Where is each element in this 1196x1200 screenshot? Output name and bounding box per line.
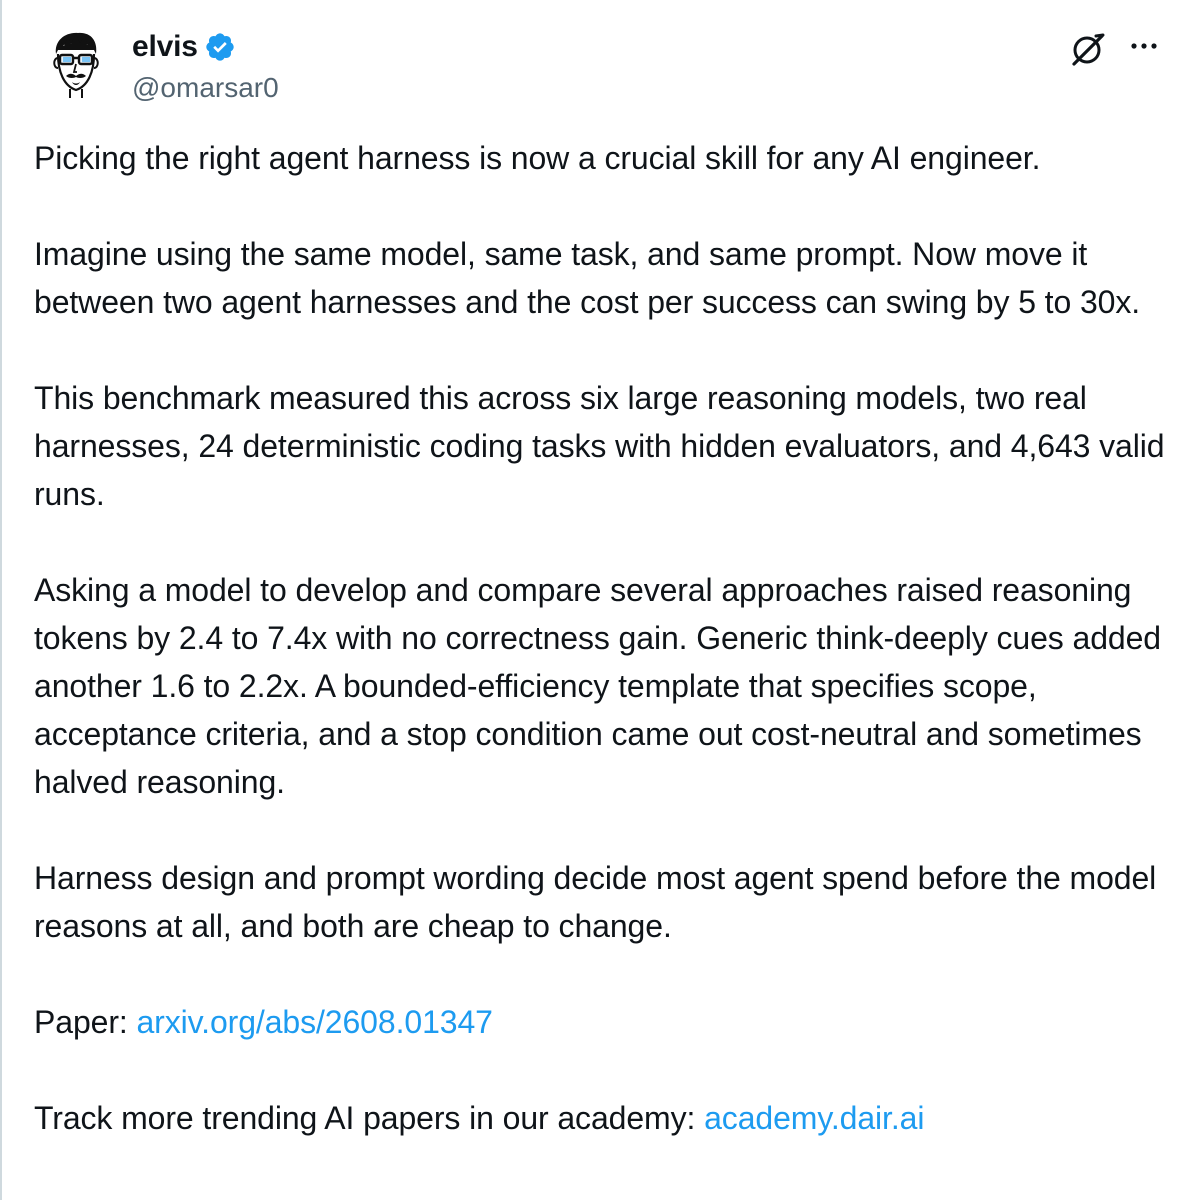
paper-link[interactable]: arxiv.org/abs/2608.01347 xyxy=(136,1004,493,1040)
author-handle[interactable]: @omarsar0 xyxy=(132,72,279,103)
tweet-paragraph-2: Imagine using the same model, same task, and same prompt. Now move it between two agent harnesses and the cost per success can swing by 5 to 30x. xyxy=(34,236,1141,320)
author-info xyxy=(132,28,279,104)
academy-line xyxy=(34,1094,1174,1142)
paper-line xyxy=(34,998,1174,1046)
tweet-paragraph-4: Asking a model to develop and compare several approaches raised reasoning tokens by 2.4 to 7.4x with no correctness gain. Generic think-deeply cues added another 1.6 to 2.2x. A bounded-efficiency template that specifies scope, acceptance criteria, and a stop condition came out cost-neutral and sometimes halved reasoning. xyxy=(34,572,1161,800)
left-border xyxy=(0,0,2,1200)
tweet-paragraph-5: Harness design and prompt wording decide most agent spend before the model reasons at all, and both are cheap to change. xyxy=(34,860,1157,944)
paper-label: Paper: xyxy=(34,1004,137,1040)
tweet-paragraph-3: This benchmark measured this across six large reasoning models, two real harnesses, 24 deterministic coding tasks with hidden evaluators, and 4,643 valid runs. xyxy=(34,380,1165,512)
academy-link[interactable]: academy.dair.ai xyxy=(704,1100,925,1136)
more-options-icon[interactable] xyxy=(1124,30,1164,70)
academy-label: Track more trending AI papers in our academy: xyxy=(34,1100,705,1136)
avatar-illustration-icon xyxy=(40,28,112,100)
verified-badge-icon[interactable] xyxy=(204,31,236,63)
avatar[interactable] xyxy=(40,28,112,100)
name-row xyxy=(132,28,279,66)
grok-icon[interactable] xyxy=(1066,28,1110,72)
tweet-text xyxy=(34,134,1174,1142)
tweet-paragraph-1: Picking the right agent harness is now a crucial skill for any AI engineer. xyxy=(34,140,1041,176)
author-display-name[interactable]: elvis xyxy=(132,30,198,63)
